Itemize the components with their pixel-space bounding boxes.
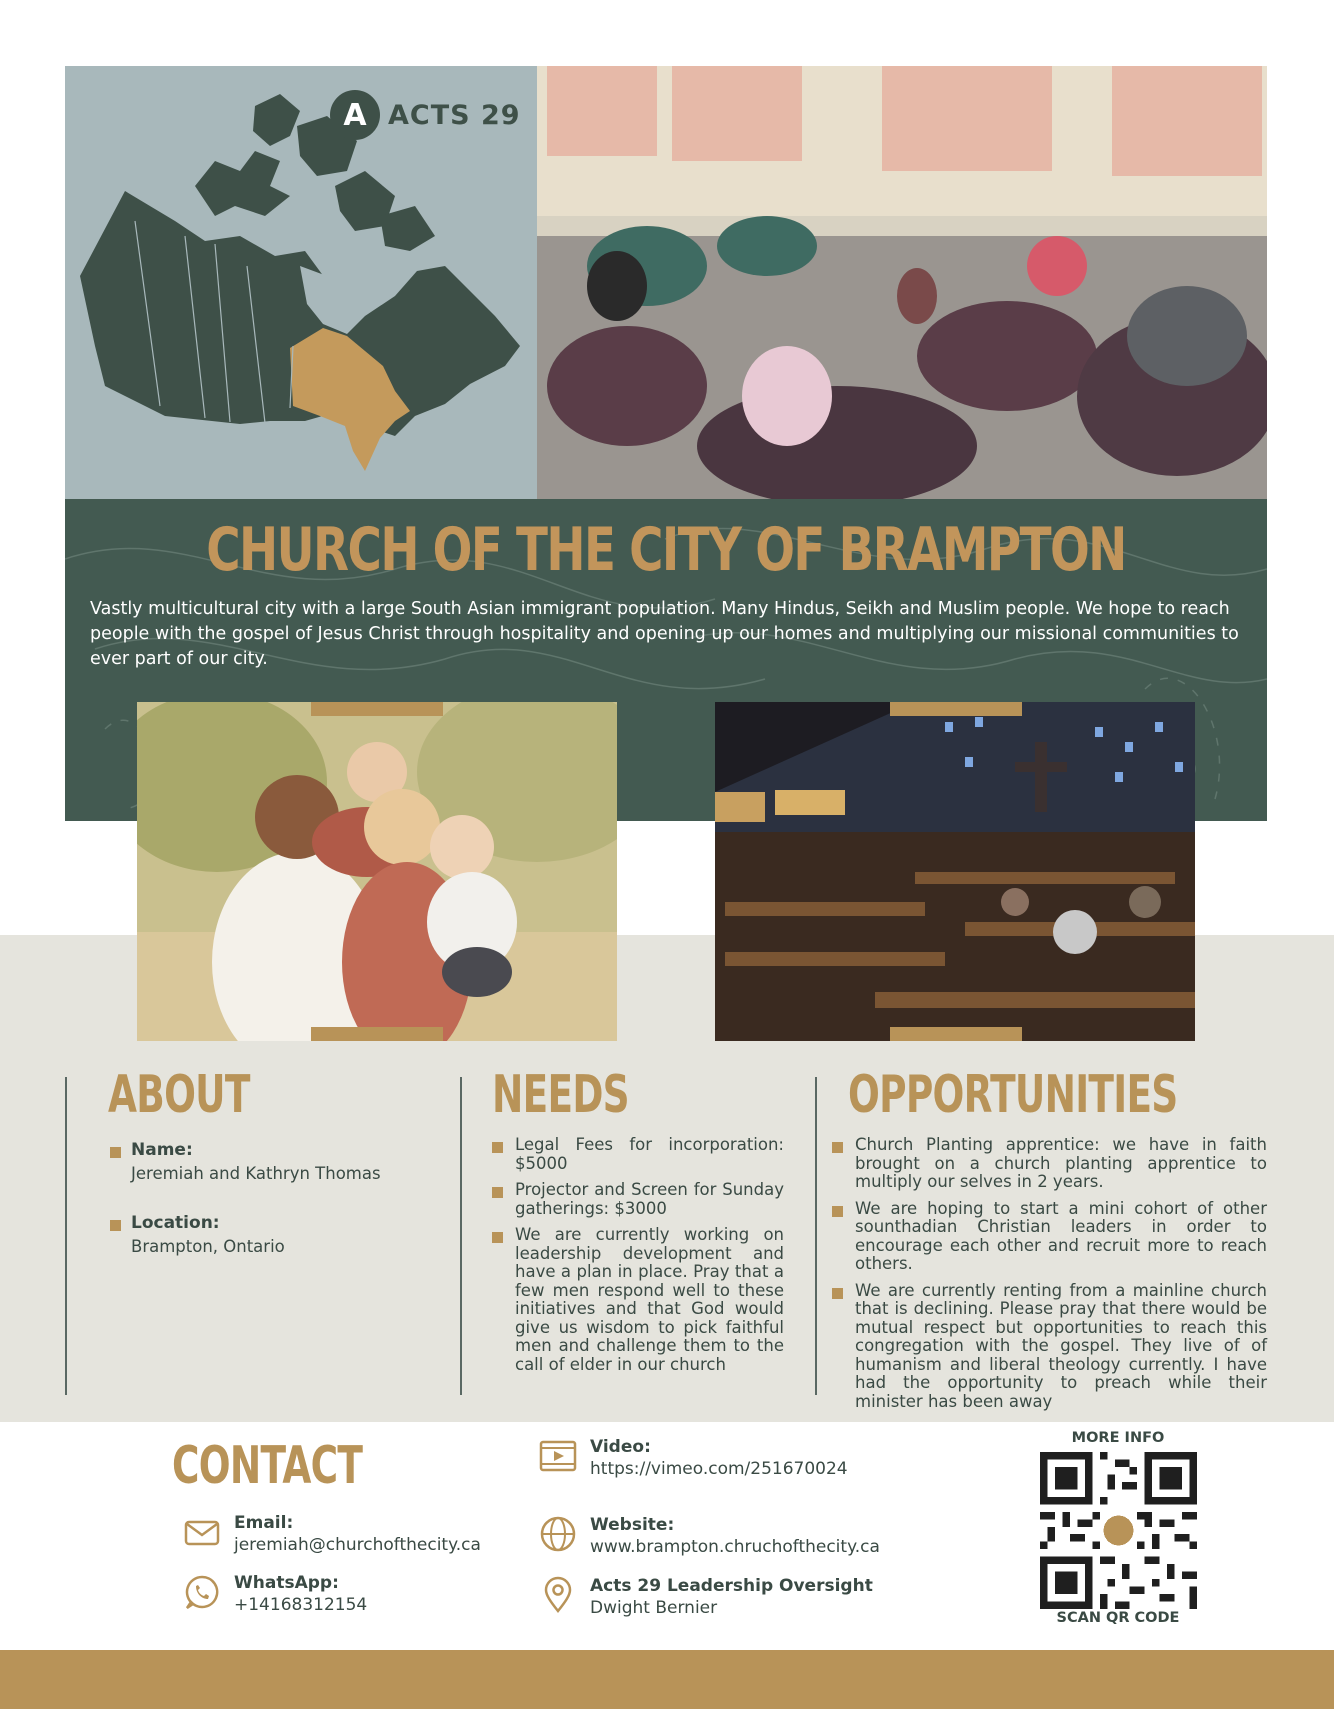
video-link[interactable]: https://vimeo.com/251670024 (590, 1459, 848, 1479)
about-label: Location: (131, 1213, 220, 1233)
website-link[interactable]: www.brampton.chruchofthecity.ca (590, 1537, 880, 1557)
list-item (492, 1136, 784, 1173)
sanctuary-photo (715, 702, 1195, 1041)
about-list (110, 1140, 440, 1286)
acts29-logo (330, 90, 521, 140)
contact-oversight (538, 1575, 873, 1620)
page-title: CHURCH OF THE CITY OF BRAMPTON (206, 515, 1126, 585)
needs-heading: NEEDS (492, 1065, 629, 1125)
congregation-meeting-photo (537, 66, 1267, 499)
bullet-square (832, 1288, 843, 1299)
video-icon (538, 1436, 578, 1476)
opportunity-item-text: We are currently renting from a mainline church that is declining. Please pray that there would be mutual respect but opportunities to reach this congregation with the gospel. They live of of humanism and liberal theology currently. I have had the opportunity to preach while their minister has been away (855, 1280, 1267, 1411)
whatsapp-icon (182, 1572, 222, 1612)
location-pin-icon (538, 1575, 578, 1615)
needs-item-text: Legal Fees for incorporation: $5000 (515, 1135, 784, 1173)
mail-icon (182, 1512, 222, 1552)
opportunity-item-text: Church Planting apprentice: we have in faith brought on a church planting apprentice to multiply our selves in 2 years. (855, 1135, 1267, 1191)
acts29-logo-text: ACTS 29 (388, 99, 521, 131)
intro-paragraph: Vastly multicultural city with a large South Asian immigrant population. Many Hindus, Seikh and Muslim people. We hope to reach people with the gospel of Jesus Christ through hospitality and opening up our homes and multiplying our missional communities to ever part of our city. (90, 599, 1239, 669)
photo-gold-accent (890, 702, 1022, 716)
whatsapp-number[interactable]: +14168312154 (234, 1595, 368, 1615)
about-item-name (110, 1140, 440, 1183)
qr-more-info-label: MORE INFO (1071, 1430, 1165, 1446)
video-label: Video: (590, 1437, 651, 1457)
qr-code[interactable] (1040, 1452, 1197, 1609)
website-label: Website: (590, 1515, 675, 1535)
list-item (832, 1282, 1267, 1412)
contact-website (538, 1514, 880, 1559)
bullet-square (832, 1206, 843, 1217)
column-divider (460, 1077, 462, 1395)
globe-icon (538, 1514, 578, 1554)
acts29-logo-mark: A (330, 90, 380, 140)
photo-gold-accent (311, 1027, 443, 1041)
list-item (492, 1226, 784, 1374)
opportunities-list (832, 1136, 1267, 1419)
about-label: Name: (131, 1140, 193, 1160)
bullet-square (492, 1187, 503, 1198)
opportunity-item-text: We are hoping to start a mini cohort of other sounthadian Christian leaders in order to encourage each other and recruit more to reach others. (855, 1198, 1267, 1273)
family-photo (137, 702, 617, 1041)
column-divider (65, 1077, 67, 1395)
opportunities-heading: OPPORTUNITIES (848, 1065, 1178, 1125)
about-heading: ABOUT (108, 1065, 250, 1125)
photo-gold-accent (890, 1027, 1022, 1041)
footer-gold-bar (0, 1650, 1334, 1709)
bullet-square (492, 1142, 503, 1153)
oversight-label: Acts 29 Leadership Oversight (590, 1576, 873, 1596)
qr-scan-label: SCAN QR CODE (1056, 1610, 1180, 1626)
about-value: Brampton, Ontario (131, 1237, 285, 1256)
contact-video (538, 1436, 848, 1481)
column-divider (815, 1077, 817, 1395)
list-item (832, 1136, 1267, 1192)
bullet-square (832, 1142, 843, 1153)
bullet-square (110, 1220, 121, 1231)
contact-email (182, 1512, 481, 1557)
needs-list (492, 1136, 784, 1382)
list-item (492, 1181, 784, 1218)
list-item (832, 1200, 1267, 1274)
about-value: Jeremiah and Kathryn Thomas (131, 1164, 381, 1183)
bullet-square (110, 1147, 121, 1158)
email-label: Email: (234, 1513, 294, 1533)
oversight-name: Dwight Bernier (590, 1598, 718, 1618)
needs-item-text: We are currently working on leadership development and have a plan in place. Pray that a few men respond well to these initiatives and that God would give us wisdom to pick faithful men and challenge them to the call of elder in our church (515, 1225, 784, 1374)
photo-gold-accent (311, 702, 443, 716)
contact-whatsapp (182, 1572, 367, 1617)
contact-heading: CONTACT (172, 1436, 363, 1496)
bullet-square (492, 1232, 503, 1243)
whatsapp-label: WhatsApp: (234, 1573, 339, 1593)
needs-item-text: Projector and Screen for Sunday gatherings: $3000 (515, 1180, 784, 1218)
about-item-location (110, 1213, 440, 1256)
email-link[interactable]: jeremiah@churchofthecity.ca (234, 1535, 481, 1555)
